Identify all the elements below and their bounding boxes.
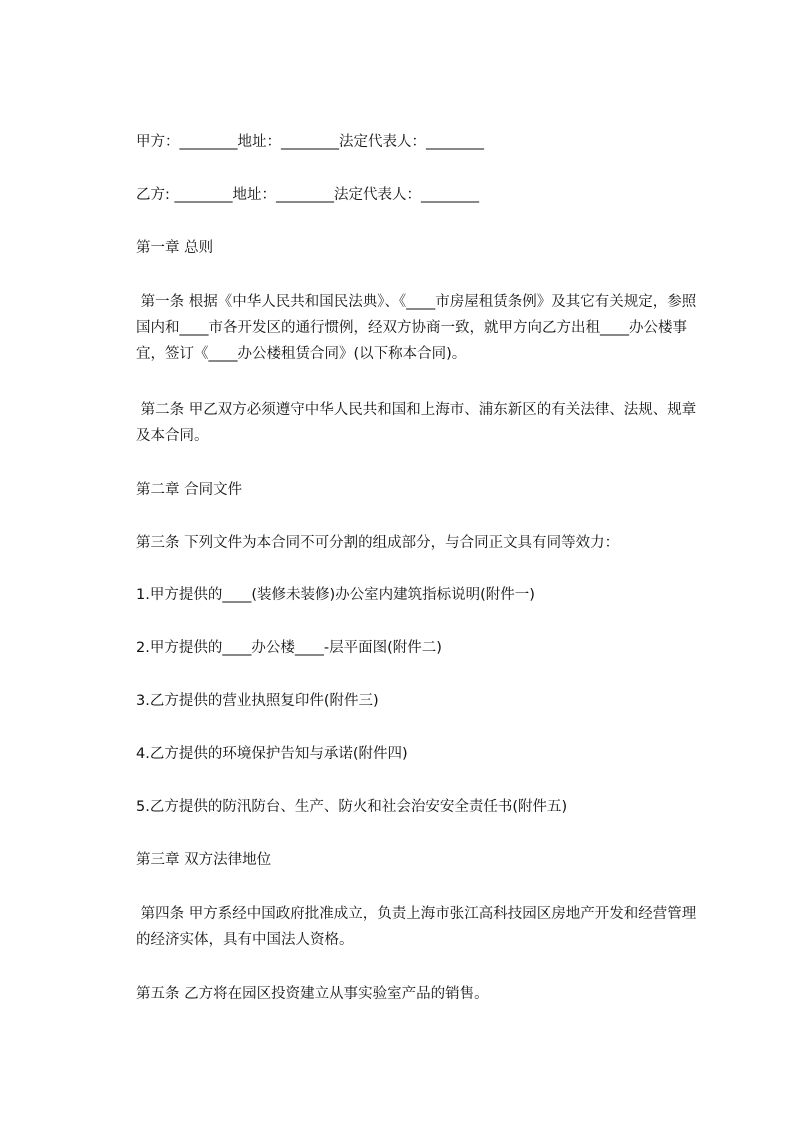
article-3: 第三条 下列文件为本合同不可分割的组成部分，与合同正文具有同等效力： — [136, 535, 620, 551]
article-4: 第四条 甲方系经中国政府批准成立，负责上海市张江高科技园区房地产开发和经营管理的经济实体，具有中国法人资格。 — [136, 906, 697, 948]
article-1: 第一条 根据《中华人民共和国民法典》、《____市房屋租赁条例》及其它有关规定，参照国内和____市各开发区的通行惯例，经双方协商一致，就甲方向乙方出租____办公楼事宜，签订《____办公楼租赁合同》(以下称本合同)。 — [136, 294, 697, 362]
attachment-4: 4.乙方提供的环境保护告知与承诺(附件四) — [136, 746, 408, 762]
attachment-5: 5.乙方提供的防汛防台、生产、防火和社会治安安全责任书(附件五) — [136, 799, 568, 815]
article-5: 第五条 乙方将在园区投资建立从事实验室产品的销售。 — [136, 986, 489, 1002]
party-a-line: 甲方：________地址：________法定代表人：________ — [136, 134, 484, 150]
attachment-2: 2.甲方提供的____办公楼____-层平面图(附件二) — [136, 640, 442, 656]
article-2: 第二条 甲乙双方必须遵守中华人民共和国和上海市、浦东新区的有关法律、法规、规章及本合同。 — [136, 402, 697, 444]
chapter-2-heading: 第二章 合同文件 — [136, 482, 243, 498]
chapter-3-heading: 第三章 双方法律地位 — [136, 852, 272, 868]
attachment-1: 1.甲方提供的____(装修未装修)办公室内建筑指标说明(附件一) — [136, 587, 535, 603]
attachment-3: 3.乙方提供的营业执照复印件(附件三) — [136, 693, 379, 709]
chapter-1-heading: 第一章 总则 — [136, 240, 214, 256]
party-b-line: 乙方: ________地址：________法定代表人：________ — [136, 187, 479, 203]
